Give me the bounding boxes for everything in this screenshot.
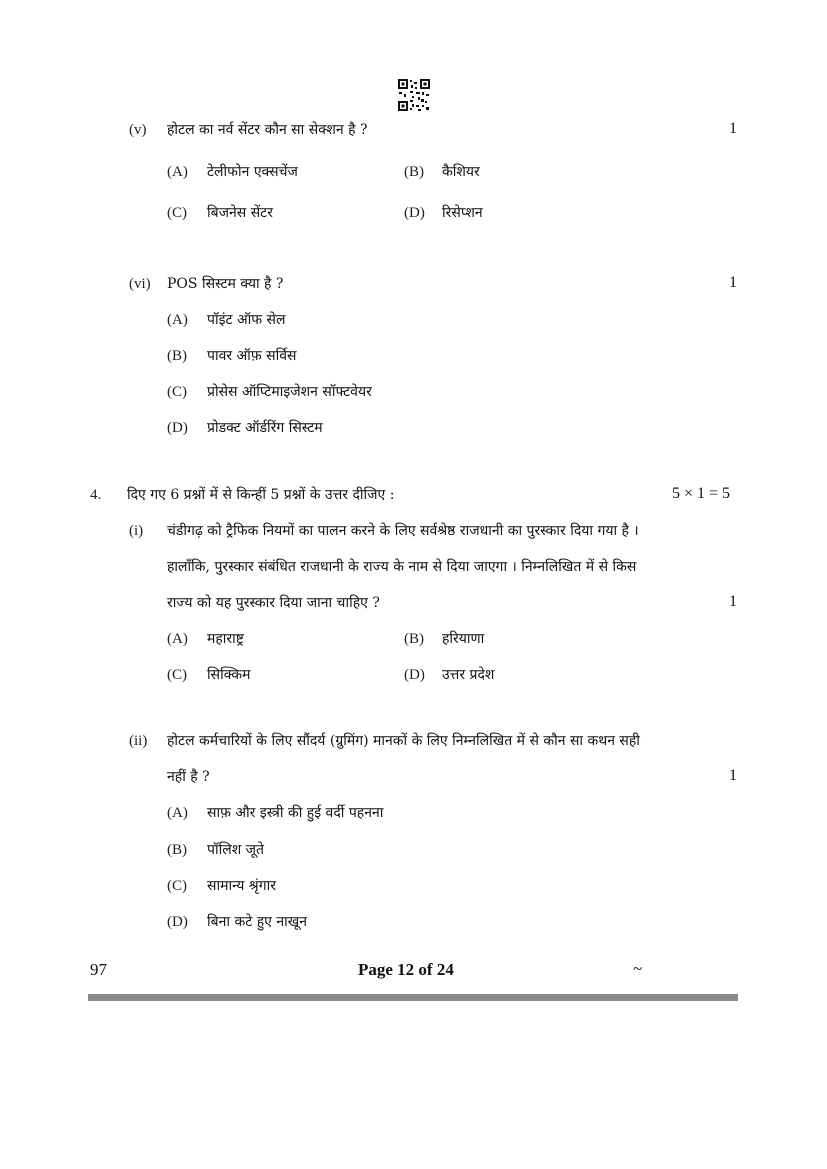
option-text: साफ़ और इस्त्री की हुई वर्दी पहनना (207, 805, 384, 821)
option-text: पॉइंट ऑफ सेल (207, 312, 286, 328)
option-label: (D) (404, 667, 425, 683)
option-label: (B) (404, 164, 424, 180)
option-text: सामान्य श्रृंगार (207, 878, 276, 894)
option-text: टेलीफोन एक्सचेंज (207, 164, 298, 180)
option-label: (D) (167, 420, 188, 436)
option-text: हरियाणा (442, 631, 485, 647)
question-4i-line: चंडीगढ़ को ट्रैफिक नियमों का पालन करने के लिए सर्वश्रेष्ठ राजधानी का पुरस्कार दिया गया है । (167, 523, 639, 539)
question-4-marks: 5 × 1 = 5 (672, 485, 731, 502)
option-text: बिजनेस सेंटर (207, 205, 273, 221)
option-text: सिक्किम (207, 667, 251, 683)
option-label: (C) (167, 878, 187, 894)
question-vi-text: POS सिस्टम क्या है ? (167, 276, 284, 292)
option-label: (B) (404, 631, 424, 647)
question-v-text: होटल का नर्व सेंटर कौन सा सेक्शन है ? (167, 122, 368, 138)
question-4i-number: (i) (129, 523, 144, 539)
paper-code: 97 (90, 960, 107, 979)
option-label: (A) (167, 631, 188, 647)
question-4i-line: राज्य को यह पुरस्कार दिया जाना चाहिए ? (167, 595, 380, 611)
question-4ii-number: (ii) (129, 733, 148, 749)
question-4i-marks: 1 (729, 593, 737, 610)
option-text: कैशियर (442, 164, 480, 180)
option-text: पावर ऑफ़ सर्विस (207, 348, 297, 364)
question-v-number: (v) (129, 122, 147, 138)
option-label: (A) (167, 312, 188, 328)
question-vi-number: (vi) (129, 276, 151, 292)
question-4-instruction: दिए गए 6 प्रश्नों में से किन्हीं 5 प्रश्नों के उत्तर दीजिए : (127, 487, 395, 503)
option-text: रिसेप्शन (442, 205, 483, 221)
option-text: प्रोसेस ऑप्टिमाइजेशन सॉफ्टवेयर (207, 384, 372, 400)
option-text: प्रोडक्ट ऑर्डरिंग सिस्टम (207, 420, 323, 436)
option-text: महाराष्ट्र (207, 631, 244, 647)
question-4i-line: हालाँकि, पुरस्कार संबंधित राजधानी के राज्य के नाम से दिया जाएगा । निम्नलिखित में से किस (167, 559, 637, 575)
option-label: (B) (167, 348, 187, 364)
question-v-marks: 1 (729, 120, 737, 137)
option-label: (D) (167, 914, 188, 930)
option-text: बिना कटे हुए नाखून (207, 914, 307, 930)
option-label: (A) (167, 164, 188, 180)
option-label: (C) (167, 667, 187, 683)
question-4ii-line: नहीं है ? (167, 769, 210, 785)
option-label: (C) (167, 205, 187, 221)
footer-tilde: ~ (633, 959, 643, 978)
option-text: उत्तर प्रदेश (442, 667, 495, 683)
option-text: पॉलिश जूते (207, 842, 265, 858)
qr-code-icon (397, 78, 431, 112)
option-label: (B) (167, 842, 187, 858)
question-vi-marks: 1 (729, 274, 737, 291)
question-4ii-line: होटल कर्मचारियों के लिए सौंदर्य (ग्रुमिंग) मानकों के लिए निम्नलिखित में से कौन सा कथन सही (167, 733, 640, 749)
question-4-number: 4. (90, 487, 102, 503)
option-label: (C) (167, 384, 187, 400)
question-4ii-marks: 1 (729, 767, 737, 784)
footer-rule (88, 994, 738, 1001)
page-number: Page 12 of 24 (358, 960, 454, 979)
option-label: (D) (404, 205, 425, 221)
option-label: (A) (167, 805, 188, 821)
